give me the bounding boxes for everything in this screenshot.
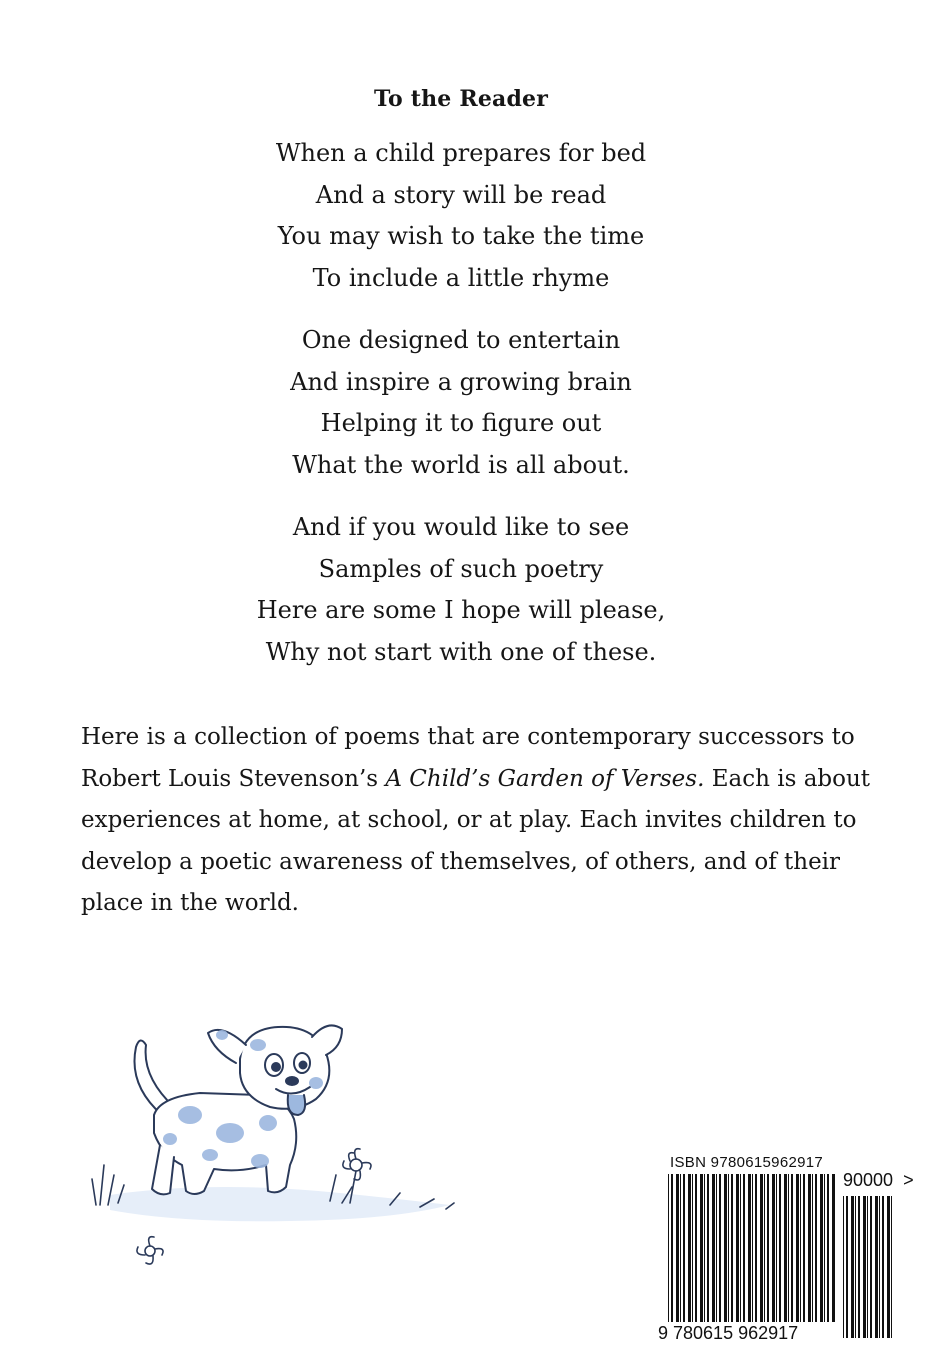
barcode-bar [803, 1174, 805, 1322]
poem-stanza-3 [0, 507, 922, 673]
barcode-bars [668, 1174, 835, 1322]
barcode-bar [846, 1196, 848, 1338]
barcode-bar [791, 1174, 793, 1322]
poem-line: You may wish to take the time [277, 222, 645, 250]
poem-line: When a child prepares for bed [275, 139, 647, 167]
barcode-bar [707, 1174, 709, 1322]
barcode-bar [760, 1174, 763, 1322]
poem-line: Samples of such poetry [318, 554, 604, 583]
poem-line: And if you would like to see [292, 513, 630, 541]
barcode-bar [668, 1174, 669, 1322]
poem-line: Why not start with one of these. [265, 637, 657, 666]
barcode-bar [891, 1196, 892, 1338]
poem-line: Helping it to figure out [320, 409, 602, 437]
barcode-bar [748, 1174, 751, 1322]
barcode-addon-code [843, 1170, 914, 1191]
barcode-bar [752, 1174, 753, 1322]
poem-line: To include a little rhyme [312, 263, 610, 292]
barcode-bar [688, 1174, 691, 1322]
poem-stanza-1 [0, 133, 922, 299]
barcode-bar [712, 1174, 715, 1322]
barcode-bar [788, 1174, 789, 1322]
barcode-bar [808, 1174, 811, 1322]
barcode-bar [755, 1174, 757, 1322]
barcode-bar [680, 1174, 681, 1322]
poem-line: One designed to entertain [301, 326, 621, 354]
barcode-bar [776, 1174, 777, 1322]
description-line [81, 759, 881, 801]
description-line: place in the world. [81, 890, 299, 916]
isbn-barcode [660, 1150, 950, 1360]
barcode-bar [743, 1174, 745, 1322]
poem-title: To the Reader [373, 86, 549, 112]
barcode-bar [716, 1174, 717, 1322]
barcode-bar [767, 1174, 769, 1322]
barcode-bar [843, 1196, 844, 1338]
barcode-bar [827, 1174, 829, 1322]
barcode-bar [879, 1196, 880, 1338]
barcode-bar [740, 1174, 741, 1322]
barcode-bar [779, 1174, 781, 1322]
addon-code-value: 90000 [843, 1170, 894, 1190]
barcode-bars-main [668, 1174, 836, 1322]
barcode-bar [683, 1174, 685, 1322]
book-description [81, 717, 881, 925]
barcode-bar [676, 1174, 679, 1322]
barcode-bar [731, 1174, 733, 1322]
barcode-bar [851, 1196, 854, 1338]
poem-line: And a story will be read [315, 180, 607, 209]
description-text: Each is about [704, 765, 871, 792]
description-line: experiences at home, at school, or at play. Each invites children to [81, 807, 857, 833]
barcode-bar [704, 1174, 705, 1322]
poem-line: And inspire a growing brain [290, 367, 632, 396]
barcode-bar [863, 1196, 866, 1338]
barcode-bar [855, 1196, 856, 1338]
barcode-bar [719, 1174, 721, 1322]
barcode-bar [824, 1174, 825, 1322]
barcode-bar [796, 1174, 799, 1322]
barcode-bar [728, 1174, 729, 1322]
description-line: develop a poetic awareness of themselves, of others, and of their [81, 848, 841, 875]
addon-marker: > [903, 1170, 914, 1190]
puppy-illustration [90, 1015, 470, 1285]
puppy-drawing [110, 1025, 450, 1221]
poem-line: Here are some I hope will please, [256, 596, 666, 624]
barcode-bar [815, 1174, 817, 1322]
barcode-bars-addon [843, 1196, 895, 1338]
barcode-bar [858, 1196, 860, 1338]
barcode-bar [882, 1196, 884, 1338]
barcode-bar [867, 1196, 868, 1338]
barcode-bar [870, 1196, 872, 1338]
barcode-bar [692, 1174, 693, 1322]
barcode-bar [784, 1174, 787, 1322]
poem-stanza-2 [0, 320, 922, 486]
barcode-bar [724, 1174, 727, 1322]
barcode-bar [832, 1174, 835, 1322]
barcode-digits: 9 780615 962917 [658, 1323, 799, 1343]
barcode-bar [695, 1174, 697, 1322]
barcode-bar [800, 1174, 801, 1322]
barcode-bar [671, 1174, 673, 1322]
barcode-bar [887, 1196, 890, 1338]
barcode-bar [875, 1196, 878, 1338]
book-title-reference: A Child’s Garden of Verses. [385, 765, 705, 792]
barcode-bar [820, 1174, 823, 1322]
poem-line: What the world is all about. [292, 450, 630, 479]
description-text: Robert Louis Stevenson’s [81, 765, 386, 792]
barcode-addon-bars [843, 1196, 892, 1338]
barcode-bar [736, 1174, 739, 1322]
barcode-bar [772, 1174, 775, 1322]
barcode-bar [764, 1174, 765, 1322]
barcode-bar [812, 1174, 813, 1322]
barcode-bar [700, 1174, 703, 1322]
isbn-label: ISBN 9780615962917 [670, 1154, 824, 1171]
description-line: Here is a collection of poems that are contemporary successors to [81, 724, 855, 750]
